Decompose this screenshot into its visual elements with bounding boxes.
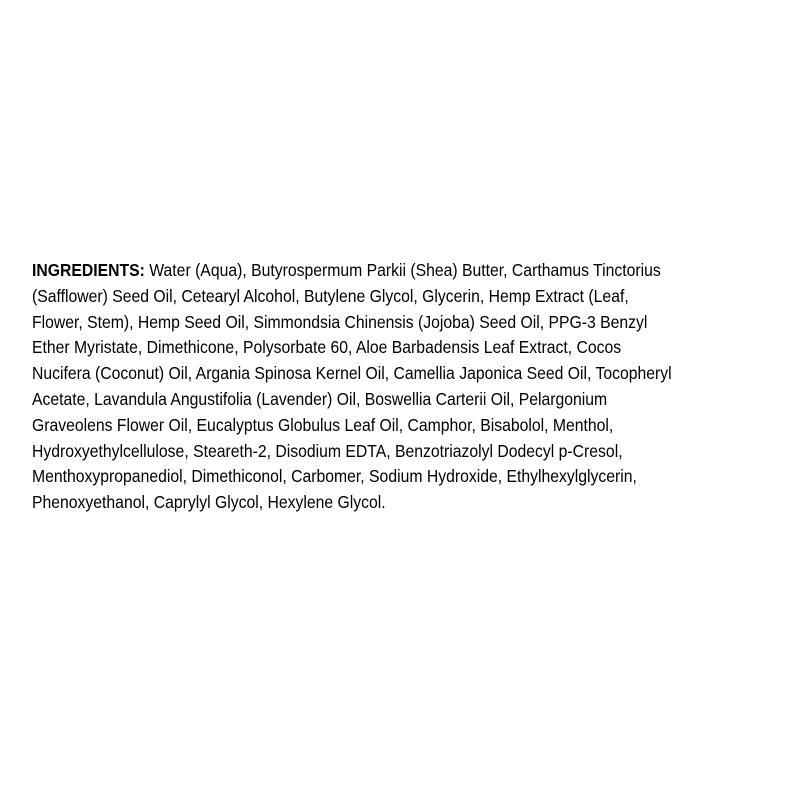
ingredients-line-4: Ether Myristate, Dimethicone, Polysorbate 60, Aloe Barbadensis Leaf Extract, Cocos <box>32 337 622 358</box>
ingredients-label <box>32 258 772 516</box>
ingredients-line-3: Flower, Stem), Hemp Seed Oil, Simmondsia Chinensis (Jojoba) Seed Oil, PPG-3 Benzyl <box>32 311 648 332</box>
ingredients-text: Water (Aqua), Butyrospermum Parkii (Shea) Butter, Carthamus Tinctorius <box>144 260 661 280</box>
ingredients-line-7: Graveolens Flower Oil, Eucalyptus Globulus Leaf Oil, Camphor, Bisabolol, Menthol, <box>32 414 614 435</box>
ingredients-line-8: Hydroxyethylcellulose, Steareth-2, Disodium EDTA, Benzotriazolyl Dodecyl p-Cresol, <box>32 440 623 461</box>
ingredients-heading: INGREDIENTS: <box>32 260 145 280</box>
ingredients-line-1 <box>32 258 698 284</box>
ingredients-line-10: Phenoxyethanol, Caprylyl Glycol, Hexylene Glycol. <box>32 492 386 513</box>
ingredients-line-9: Menthoxypropanediol, Dimethiconol, Carbomer, Sodium Hydroxide, Ethylhexylglycerin, <box>32 466 637 487</box>
ingredients-line-6: Acetate, Lavandula Angustifolia (Lavender) Oil, Boswellia Carterii Oil, Pelargonium <box>32 388 608 409</box>
ingredients-line-5: Nucifera (Coconut) Oil, Argania Spinosa Kernel Oil, Camellia Japonica Seed Oil, Tocopheryl <box>32 363 672 384</box>
ingredients-line-2: (Safflower) Seed Oil, Cetearyl Alcohol, Butylene Glycol, Glycerin, Hemp Extract (Leaf, <box>32 285 629 306</box>
